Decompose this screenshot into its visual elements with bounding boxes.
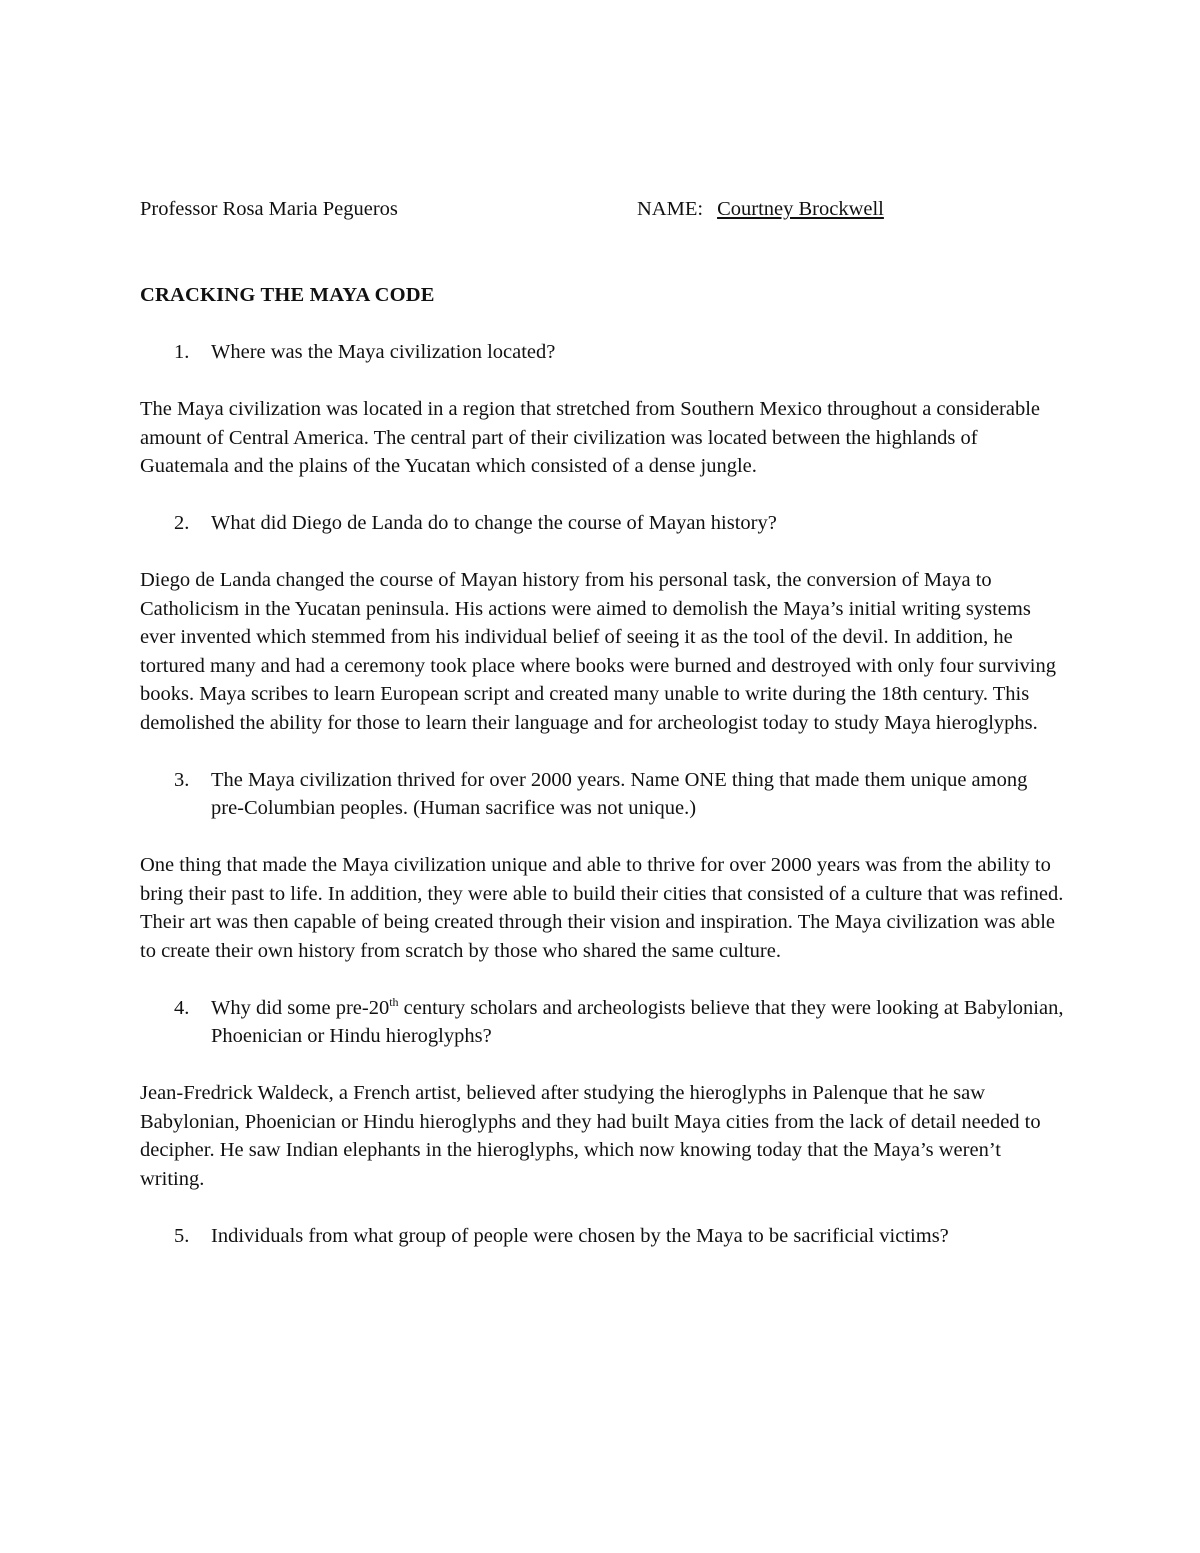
- student-name-field: [637, 198, 884, 221]
- document-body: [140, 338, 1065, 1250]
- answer-4: Jean-Fredrick Waldeck, a French artist, believed after studying the hieroglyphs in Palenque that he saw Babylonian, Phoenician or Hindu hieroglyphs and they had built Maya cities from the lack of detail needed to decipher. He saw Indian elephants in the hieroglyphs, which now knowing today that the Maya’s weren’t writing.: [140, 1082, 1041, 1190]
- question-number: 5.: [174, 1224, 190, 1247]
- answer-2: Diego de Landa changed the course of Mayan history from his personal task, the conversion of Maya to Catholicism in the Yucatan peninsula. His actions were aimed to demolish the Maya’s initial writing systems ever invented which stemmed from his individual belief of seeing it as the tool of the devil. In addition, he tortured many and had a ceremony took place where books were burned and destroyed with only four surviving books. Maya scribes to learn European script and created many unable to write during the 18th century. This demolished the ability for those to learn their language and for archeologist today to study Maya hieroglyphs.: [140, 569, 1056, 734]
- answer-1: The Maya civilization was located in a region that stretched from Southern Mexico throughout a considerable amount of Central America. The central part of their civilization was located between the highlands of Guatemala and the plains of the Yucatan which consisted of a dense jungle.: [140, 398, 1041, 477]
- document-title: CRACKING THE MAYA CODE: [140, 284, 435, 306]
- question-number: 2.: [174, 512, 190, 534]
- ordinal-suffix: th: [389, 994, 399, 1009]
- question-2: [140, 509, 1065, 538]
- question-text: What did Diego de Landa do to change the course of Mayan history?: [211, 512, 777, 534]
- question-1: [140, 338, 1065, 367]
- question-number: 1.: [174, 341, 190, 363]
- question-text: Why did some pre-20th century scholars and archeologists believe that they were looking at Babylonian, Phoenician or Hindu hieroglyphs?: [211, 994, 1064, 1047]
- name-label: NAME:: [637, 198, 704, 220]
- question-3: [140, 766, 1065, 823]
- student-name: Courtney Brockwell: [717, 198, 884, 220]
- question-text: The Maya civilization thrived for over 2000 years. Name ONE thing that made them unique among pre-Columbian peoples. (Human sacrifice was not unique.): [211, 768, 1028, 819]
- question-number: 3.: [174, 768, 190, 791]
- question-text: Where was the Maya civilization located?: [211, 341, 556, 363]
- question-text: Individuals from what group of people were chosen by the Maya to be sacrificial victims?: [211, 1224, 949, 1247]
- question-number: 4.: [174, 996, 190, 1019]
- question-5: [140, 1222, 1065, 1251]
- answer-3: One thing that made the Maya civilization unique and able to thrive for over 2000 years was from the ability to bring their past to life. In addition, they were able to build their cities that consisted of a culture that was refined. Their art was then capable of being created through their vision and inspiration. The Maya civilization was able to create their own history from scratch by those who shared the same culture.: [140, 854, 1064, 962]
- document-header: [140, 198, 1060, 228]
- question-4: [140, 994, 1065, 1051]
- professor-name: Professor Rosa Maria Pegueros: [140, 198, 398, 220]
